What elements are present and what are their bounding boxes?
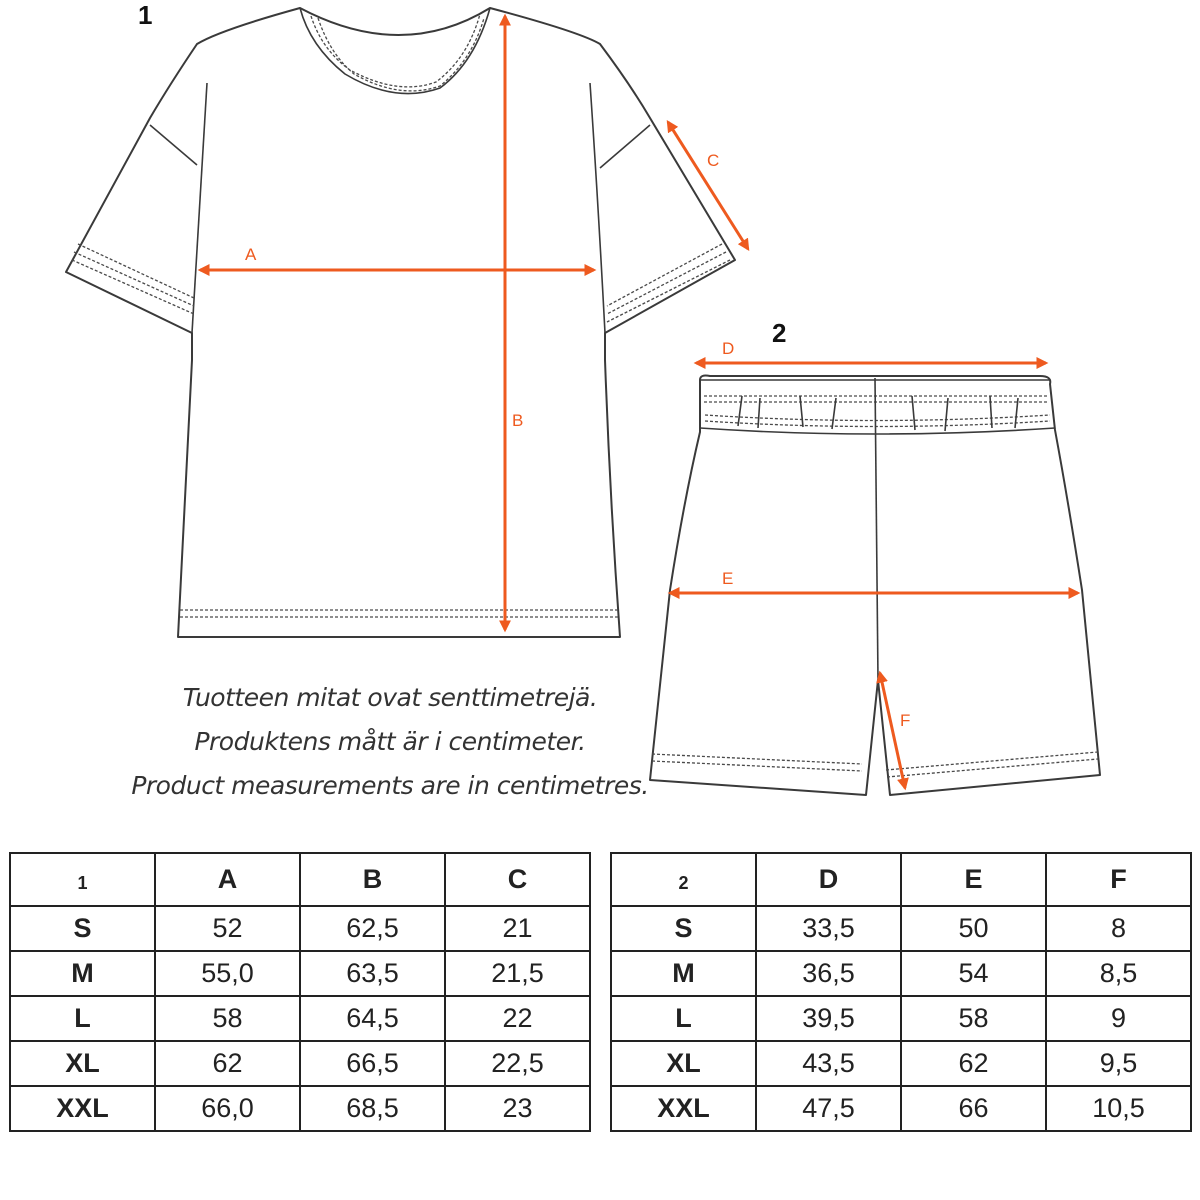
value-cell: 62 [901,1041,1046,1086]
table-row [10,951,590,996]
value-cell: 64,5 [300,996,445,1041]
table-row [611,951,1191,996]
shorts-number: 2 [772,318,787,348]
shorts-size-table [610,852,1192,1132]
value-cell: 62,5 [300,906,445,951]
size-cell: M [611,951,756,996]
value-cell: 62 [155,1041,300,1086]
value-cell: 21,5 [445,951,590,996]
size-cell: XXL [611,1086,756,1131]
table-row [10,906,590,951]
table-row [10,996,590,1041]
value-cell: 8 [1046,906,1191,951]
header-cell: D [756,853,901,906]
header-cell: E [901,853,1046,906]
table-header-row [611,853,1191,906]
value-cell: 66,5 [300,1041,445,1086]
value-cell: 47,5 [756,1086,901,1131]
value-cell: 58 [155,996,300,1041]
size-cell: XL [10,1041,155,1086]
header-cell: B [300,853,445,906]
size-cell: L [611,996,756,1041]
table-row [611,1041,1191,1086]
measure-a-label: A [245,245,257,264]
value-cell: 58 [901,996,1046,1041]
value-cell: 63,5 [300,951,445,996]
measure-d-label: D [722,339,735,358]
tshirt-drawing [66,0,735,637]
value-cell: 66,0 [155,1086,300,1131]
value-cell: 36,5 [756,951,901,996]
value-cell: 52 [155,906,300,951]
size-cell: S [611,906,756,951]
value-cell: 54 [901,951,1046,996]
size-cell: XXL [10,1086,155,1131]
value-cell: 22 [445,996,590,1041]
value-cell: 9,5 [1046,1041,1191,1086]
note-english: Product measurements are in centimetres. [131,771,649,800]
tshirt-outline [66,8,735,637]
size-cell: S [10,906,155,951]
value-cell: 39,5 [756,996,901,1041]
tshirt-size-table [9,852,591,1132]
value-cell: 23 [445,1086,590,1131]
tshirt-number: 1 [138,0,153,30]
value-cell: 55,0 [155,951,300,996]
header-cell: F [1046,853,1191,906]
header-cell: C [445,853,590,906]
value-cell: 68,5 [300,1086,445,1131]
measure-c-label: C [707,151,720,170]
measure-b-label: B [512,411,524,430]
size-cell: M [10,951,155,996]
note-swedish: Produktens mått är i centimeter. [194,727,586,756]
value-cell: 43,5 [756,1041,901,1086]
note-finnish: Tuotteen mitat ovat senttimetrejä. [182,683,598,712]
table-row [611,996,1191,1041]
header-cell: 2 [611,853,756,906]
measure-d [696,339,1046,363]
value-cell: 8,5 [1046,951,1191,996]
value-cell: 33,5 [756,906,901,951]
header-cell: A [155,853,300,906]
header-cell: 1 [10,853,155,906]
shorts-drawing [650,318,1100,795]
table-row [611,1086,1191,1131]
value-cell: 22,5 [445,1041,590,1086]
table-row [10,1086,590,1131]
value-cell: 9 [1046,996,1191,1041]
size-cell: XL [611,1041,756,1086]
measure-e-label: E [722,569,734,588]
value-cell: 21 [445,906,590,951]
value-cell: 10,5 [1046,1086,1191,1131]
measure-f-label: F [900,711,911,730]
table-row [10,1041,590,1086]
table-header-row [10,853,590,906]
value-cell: 50 [901,906,1046,951]
table-row [611,906,1191,951]
value-cell: 66 [901,1086,1046,1131]
size-cell: L [10,996,155,1041]
